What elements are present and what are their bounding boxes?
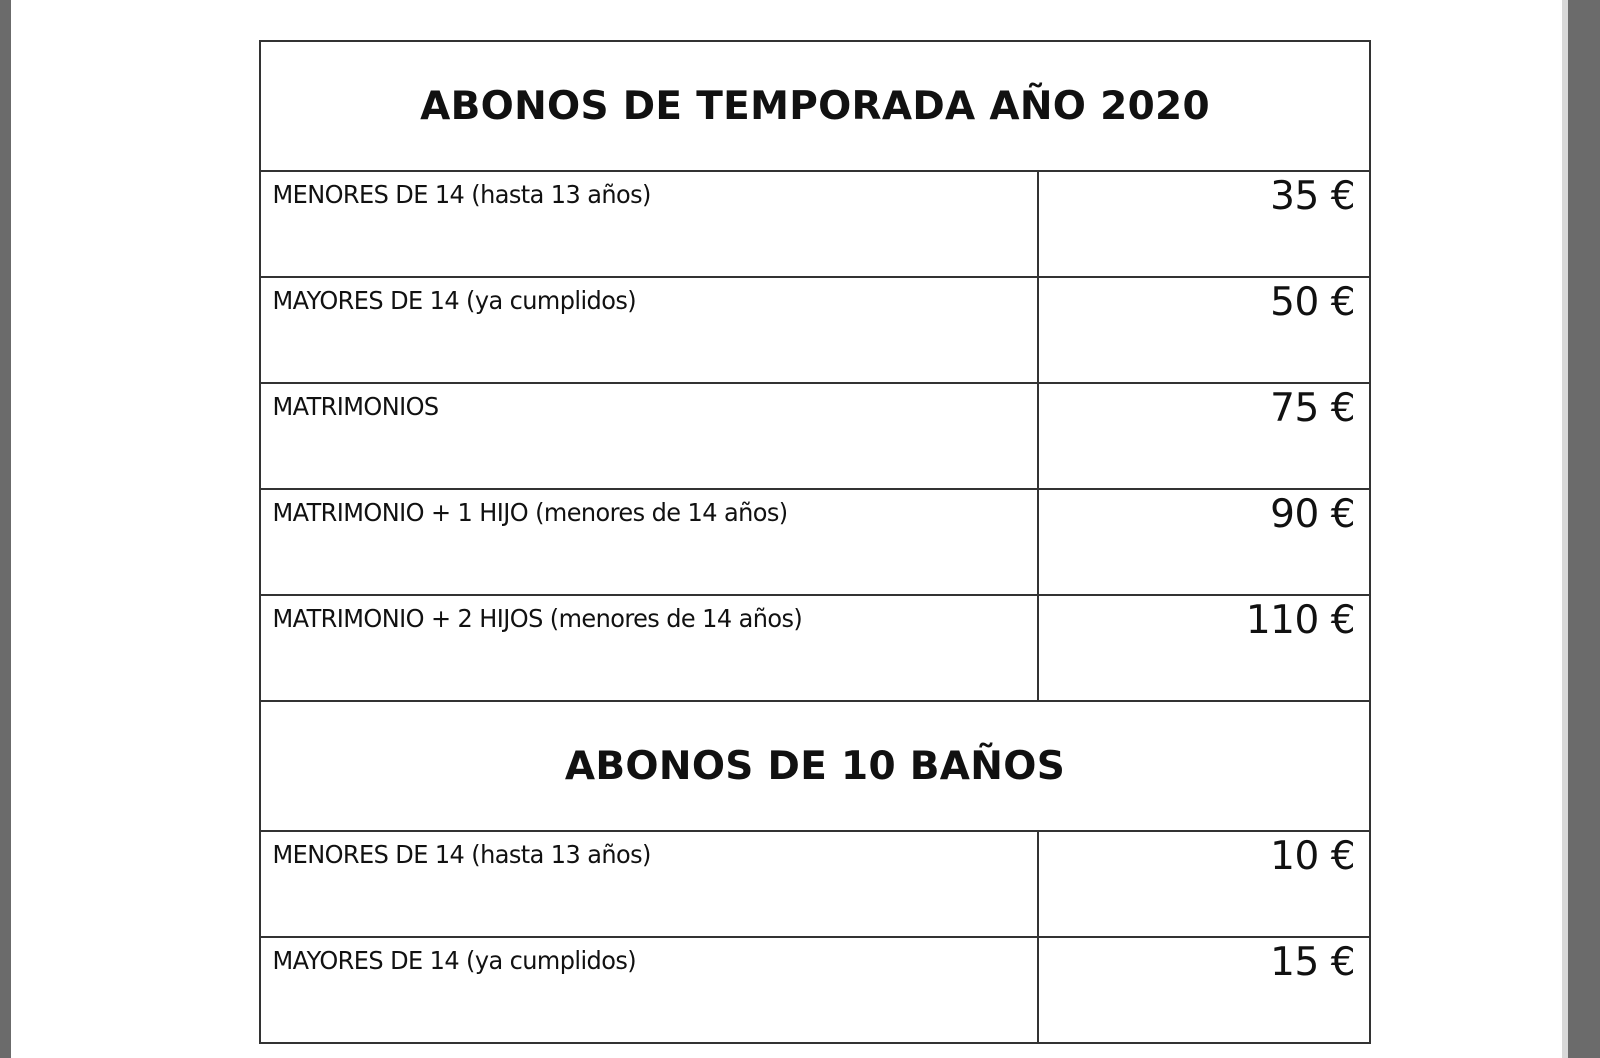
table-row <box>260 937 1370 1043</box>
item-price: 90 € <box>1038 489 1370 595</box>
table-row <box>260 277 1370 383</box>
table-row <box>260 489 1370 595</box>
table-row <box>260 383 1370 489</box>
right-edge-border <box>1568 0 1600 1058</box>
section-title: ABONOS DE 10 BAÑOS <box>260 701 1370 831</box>
section-header-season <box>260 41 1370 171</box>
item-price: 50 € <box>1038 277 1370 383</box>
item-price: 15 € <box>1038 937 1370 1043</box>
left-edge-border <box>0 0 11 1058</box>
item-price: 75 € <box>1038 383 1370 489</box>
item-label: MAYORES DE 14 (ya cumplidos) <box>260 277 1007 383</box>
table-row <box>260 171 1370 277</box>
price-table <box>259 40 1371 1044</box>
item-label: MATRIMONIOS <box>260 383 1007 489</box>
table-row <box>260 595 1370 701</box>
table-row <box>260 831 1370 937</box>
item-label: MENORES DE 14 (hasta 13 años) <box>260 831 1007 937</box>
item-price: 10 € <box>1038 831 1370 937</box>
item-label: MAYORES DE 14 (ya cumplidos) <box>260 937 1007 1043</box>
item-price: 35 € <box>1038 171 1370 277</box>
section-title: ABONOS DE TEMPORADA AÑO 2020 <box>260 41 1370 171</box>
item-price: 110 € <box>1038 595 1370 701</box>
section-header-ten-baths <box>260 701 1370 831</box>
item-label: MATRIMONIO + 2 HIJOS (menores de 14 años) <box>260 595 1007 701</box>
item-label: MENORES DE 14 (hasta 13 años) <box>260 171 1007 277</box>
item-label: MATRIMONIO + 1 HIJO (menores de 14 años) <box>260 489 1007 595</box>
